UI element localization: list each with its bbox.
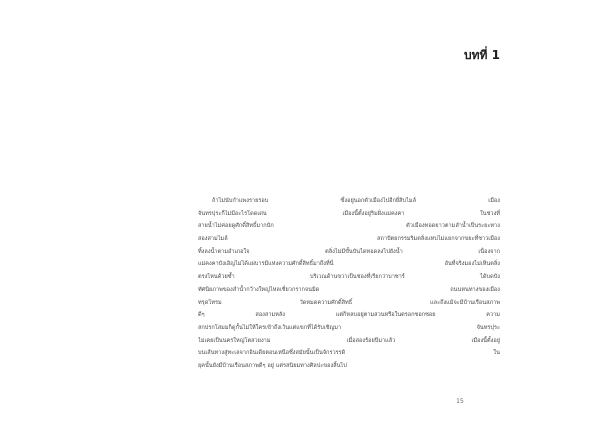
text-line: ไม่เคยเป็นนครใหญ่โตสวยงาม เมื่อสองร้อยปีมาแล้ว เมืองนี้ตั้งอยู่ (198, 337, 500, 344)
text-line: ตรงไหนด้วยซ้ำ บริเวณด้านขวาเป็นช่องที่เรียกว่าบาซาร์ ได้บดบัง (198, 274, 500, 281)
text-line: สองสามไมล์ สถาปัตยกรรมริมตลิ่งแทบไม่แยกจากขยะที่ชาวเมือง (198, 236, 500, 243)
text-line: บนเส้นทางสู่ทะเลจากอินเดียตอนเหนือซึ่งสมัยนั้นเป็นจักรวรรดิ ใน (198, 350, 500, 357)
text-line: ทรุดโทรม วัดหมดความศักดิ์สิทธิ์ และถึงแม้จะมีบ้านเรือนสภาพ (198, 299, 500, 306)
text-line: ยุคนั้นยังมีบ้านเรือนสภาพดีๆ อยู่ แต่รสนิยมทางศิลปะของสิ้นไป (198, 362, 347, 369)
text-line: ทิ้งลงน้ำตามอำเภอใจ ตลิ่งไม่มีขั้นบันไดทอดลงไปยังน้ำ เนื่องจาก (198, 248, 500, 255)
text-line: ทัศนียภาพของลำน้ำกว้างใหญ่ไหลเชี่ยวกรากจนมิด ถนนหนทางของเมือง (198, 286, 500, 293)
text-line: สกปรกโสมมก็ดูกั้นไม่ให้ใครเข้าถึงเว้นแต่แขกที่ได้รับเชิญมา จันทรปุระ (198, 324, 500, 331)
chapter-title: บทที่ 1 (464, 48, 500, 62)
body-paragraph (198, 195, 500, 373)
text-line: สายน้ำไม่ค่อยดูศักดิ์สิทธิ์มากนัก ตัวเมืองทอดยาวตามลำน้ำเป็นระยะทาง (198, 223, 500, 230)
text-line: ถ้าไม่นับกำแพงรายรอบ ซึ่งอยู่นอกตัวเมืองไปอีกยี่สิบไมล์ เมือง (212, 198, 500, 204)
text-line: ดีๆ สองสามหลัง แต่ก็หลบอยู่ตามสวนหรือในตรอกซอกซอย ความ (198, 312, 500, 319)
page-number: 15 (456, 398, 464, 405)
text-line: จันทรปุระก็ไม่มีอะไรโดดเด่น เมืองนี้ตั้งอยู่ริมฝั่งแม่คงคา ในช่วงที่ (198, 210, 500, 217)
text-line: แม่คงคาบังเอิญไม่ได้แผ่บารมีแห่งความศักดิ์สิทธิ์มาถึงที่นี่ อันที่จริงมองไม่เห็นตลิ่ง (198, 261, 500, 268)
